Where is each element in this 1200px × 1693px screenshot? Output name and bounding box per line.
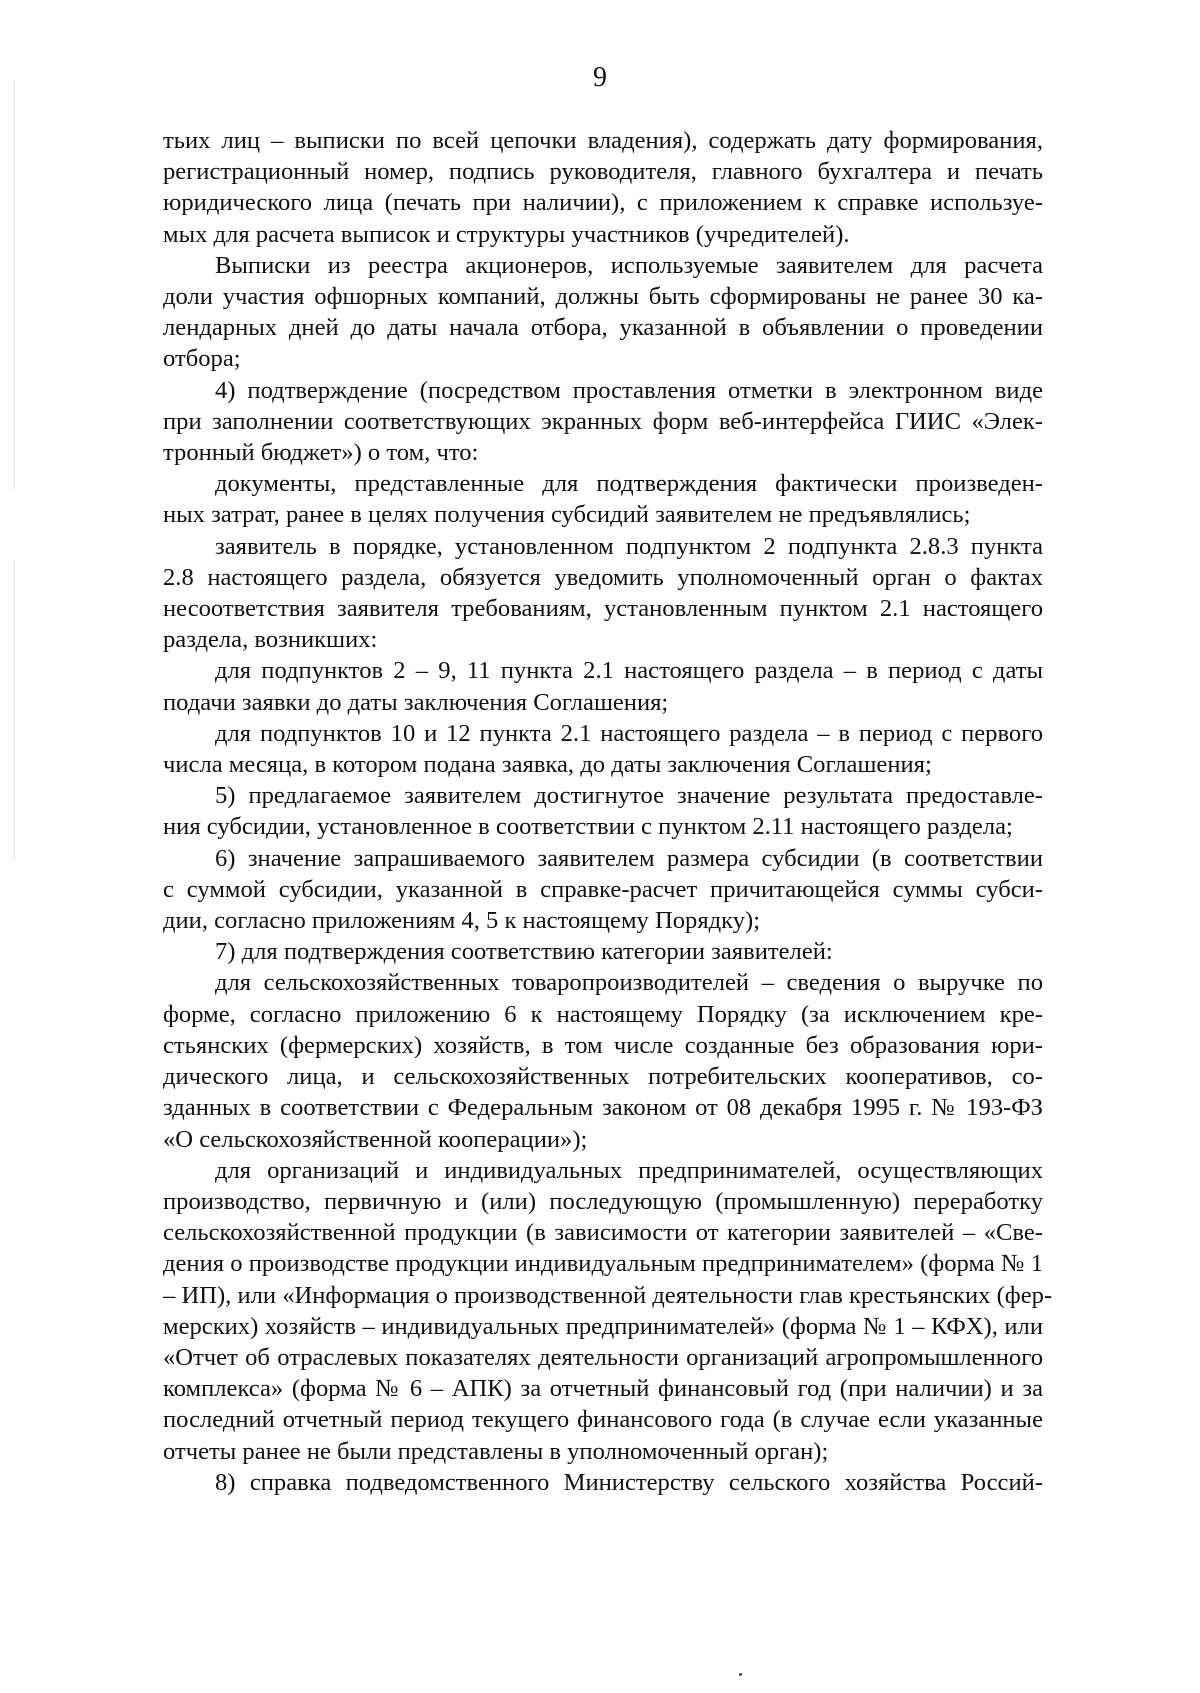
text-line: подачи заявки до даты заключения Соглашения;	[163, 688, 669, 716]
paragraph	[163, 718, 1043, 780]
text-line: дического лица, и сельскохозяйственных потребительских кооперативов, со-	[163, 1063, 1043, 1091]
text-line: при заполнении соответствующих экранных форм веб-интерфейса ГИИС «Элек-	[163, 407, 1043, 435]
text-line: мерских) хозяйств – индивидуальных предпринимателей» (форма № 1 – КФХ), или	[163, 1312, 1043, 1340]
text-line: 2.8 настоящего раздела, обязуется уведомить уполномоченный орган о фактах	[163, 563, 1043, 591]
text-line: 5) предлагаемое заявителем достигнутое значение результата предоставле-	[215, 782, 1043, 810]
text-line: документы, представленные для подтверждения фактически произведен-	[215, 470, 1043, 498]
text-line: сельскохозяйственной продукции (в зависимости от категории заявителей – «Све-	[163, 1219, 1043, 1247]
text-line: отчеты ранее не были представлены в уполномоченный орган);	[163, 1437, 829, 1465]
text-line: для подпунктов 10 и 12 пункта 2.1 настоящего раздела – в период с первого	[215, 719, 1043, 747]
text-line: – ИП), или «Информация о производственной деятельности глав крестьянских (фер-	[163, 1281, 1053, 1309]
text-line: дии, согласно приложениям 4, 5 к настоящему Порядку);	[163, 907, 761, 935]
text-line: с суммой субсидии, указанной в справке-расчет причитающейся суммы субси-	[163, 875, 1043, 903]
paragraph	[163, 936, 1043, 967]
text-line: «Отчет об отраслевых показателях деятельности организаций агропромышленного	[163, 1343, 1043, 1371]
text-line: юридического лица (печать при наличии), с приложением к справке используе-	[163, 189, 1043, 217]
text-line: комплекса» (форма № 6 – АПК) за отчетный финансовый год (при наличии) и за	[163, 1375, 1043, 1403]
text-line: дения о производстве продукции индивидуальным предпринимателем» (форма № 1	[163, 1250, 1043, 1278]
paragraph	[163, 1155, 1053, 1467]
text-line: 4) подтверждение (посредством проставления отметки в электронном виде	[215, 376, 1043, 404]
text-line: 7) для подтверждения соответствию категории заявителей:	[215, 938, 833, 966]
text-line: для подпунктов 2 – 9, 11 пункта 2.1 настоящего раздела – в период с даты	[215, 657, 1043, 685]
text-line: 8) справка подведомственного Министерству сельского хозяйства Россий-	[215, 1468, 1043, 1496]
text-line: заявитель в порядке, установленном подпунктом 2 подпункта 2.8.3 пункта	[215, 532, 1043, 560]
text-line: лендарных дней до даты начала отбора, указанной в объявлении о проведении	[163, 314, 1043, 342]
text-line: для сельскохозяйственных товаропроизводителей – сведения о выручке по	[215, 969, 1043, 997]
text-line: зданных в соответствии с Федеральным законом от 08 декабря 1995 г. № 193-ФЗ	[163, 1094, 1043, 1122]
page-number: 9	[593, 62, 607, 93]
paragraph	[163, 531, 1043, 656]
text-line: для организаций и индивидуальных предпринимателей, осуществляющих	[215, 1156, 1043, 1184]
scan-edge-mark	[14, 80, 15, 490]
text-line: «О сельскохозяйственной кооперации»);	[163, 1125, 588, 1153]
text-line: числа месяца, в котором подана заявка, до даты заключения Соглашения;	[163, 751, 932, 779]
scan-speck	[739, 1673, 742, 1676]
scan-edge-mark	[14, 560, 15, 860]
text-line: 6) значение запрашиваемого заявителем размера субсидии (в соответствии	[215, 844, 1043, 872]
paragraph	[163, 125, 1043, 250]
text-line: несоответствия заявителя требованиям, установленным пунктом 2.1 настоящего	[163, 595, 1043, 623]
paragraph	[163, 655, 1043, 717]
paragraph	[163, 250, 1043, 375]
text-line: доли участия офшорных компаний, должны быть сформированы не ранее 30 ка-	[163, 283, 1043, 311]
text-line: мых для расчета выписок и структуры участников (учредителей).	[163, 220, 850, 248]
text-line: раздела, возникших:	[163, 626, 378, 654]
document-body	[163, 125, 1053, 1498]
paragraph	[163, 1467, 1043, 1498]
text-line: последний отчетный период текущего финансового года (в случае если указанные	[163, 1406, 1043, 1434]
text-line: Выписки из реестра акционеров, используемые заявителем для расчета	[215, 251, 1043, 279]
paragraph	[163, 780, 1043, 842]
text-line: тьих лиц – выписки по всей цепочки владения), содержать дату формирования,	[163, 127, 1043, 154]
text-line: регистрационный номер, подпись руководителя, главного бухгалтера и печать	[163, 158, 1043, 186]
paragraph	[163, 468, 1043, 530]
paragraph	[163, 843, 1043, 937]
text-line: тронный бюджет») о том, что:	[163, 439, 479, 467]
text-line: ния субсидии, установленное в соответствии с пунктом 2.11 настоящего раздела;	[163, 813, 1013, 841]
text-line: производство, первичную и (или) последующую (промышленную) переработку	[163, 1187, 1043, 1215]
paragraph	[163, 967, 1043, 1154]
paragraph	[163, 375, 1043, 469]
text-line: ных затрат, ранее в целях получения субсидий заявителем не предъявлялись;	[163, 501, 971, 529]
text-line: форме, согласно приложению 6 к настоящему Порядку (за исключением кре-	[163, 1000, 1043, 1028]
text-line: отбора;	[163, 345, 241, 373]
text-line: стьянских (фермерских) хозяйств, в том числе созданные без образования юри-	[163, 1031, 1043, 1059]
